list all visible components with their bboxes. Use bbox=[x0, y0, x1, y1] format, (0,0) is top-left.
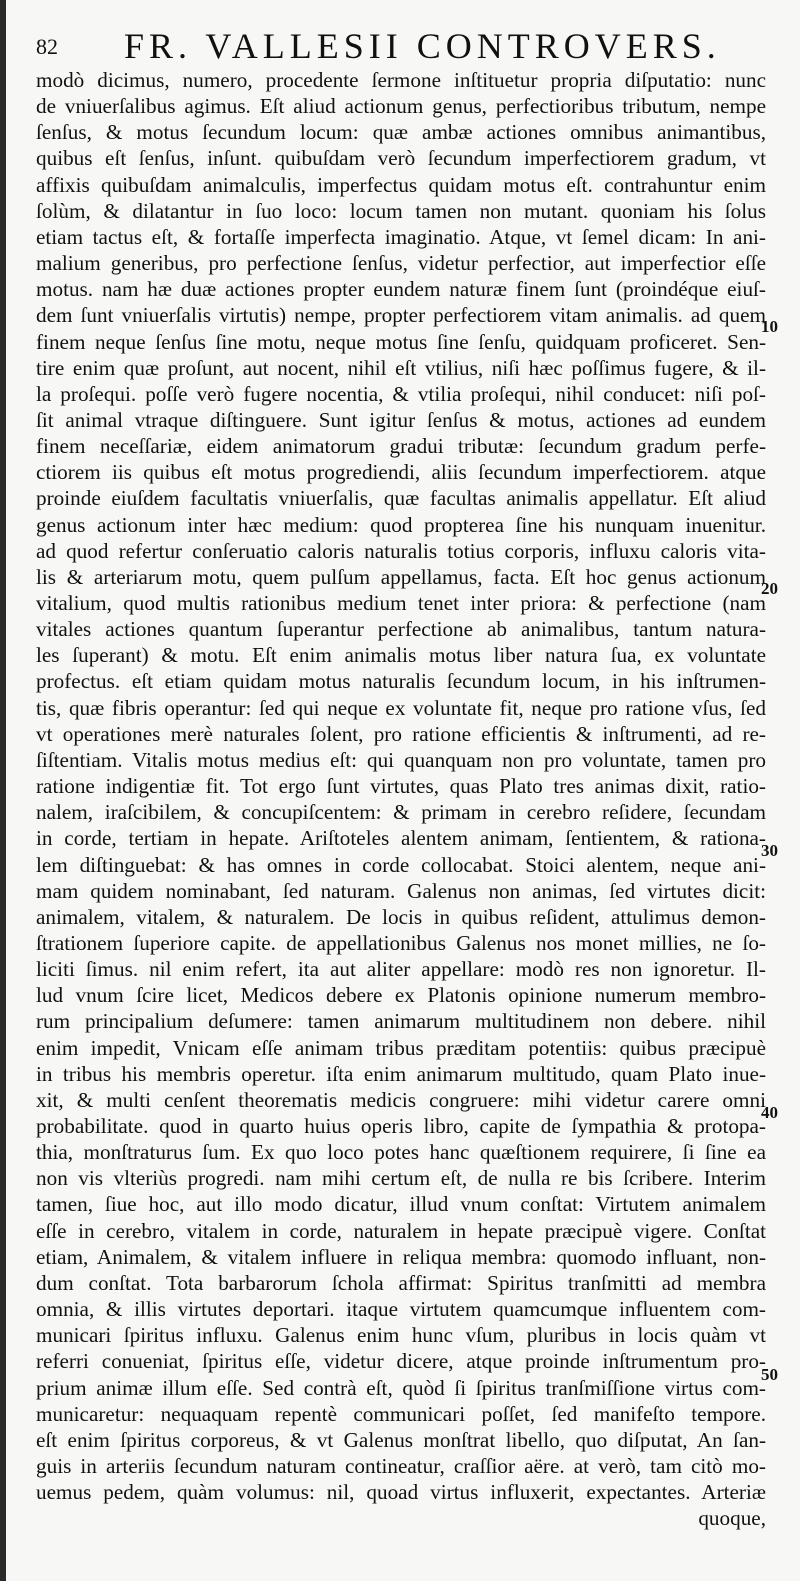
text-line: non vis vlteriùs progredi. nam mihi certum eſt, de nulla re bis ſcribere. Interim bbox=[36, 1166, 766, 1191]
text-line: in corde, tertiam in hepate. Ariſtoteles alentem animam, ſentientem, & rationa- bbox=[36, 826, 766, 851]
text-line: les ſuperant) & motu. Eſt enim animalis motus liber natura ſua, ex voluntate bbox=[36, 643, 766, 668]
text-line: animalem, vitalem, & naturalem. De locis in quibus reſident, attulimus demon- bbox=[36, 904, 766, 929]
text-line: etiam, Animalem, & vitalem influere in reliqua membra: quomodo influant, non- bbox=[36, 1244, 766, 1269]
text-line: probabilitate. quod in quarto huius operis libro, capite de ſympathia & protopa- bbox=[36, 1114, 766, 1138]
text-line: ſenſus, & motus ſecundum locum: quæ ambæ actiones omnibus animantibus, bbox=[36, 120, 766, 145]
text-line: motus. nam hæ duæ actiones propter eundem naturæ finem ſunt (proindéque eiuſ- bbox=[36, 277, 766, 302]
text-line: liciti ſimus. nil enim refert, ita aut aliter appellare: modò res non ignoretur. Il- bbox=[36, 957, 766, 982]
text-line: guis in arteriis ſecundum naturam contineatur, craſſior aëre. at verò, tam citò mo- bbox=[36, 1453, 766, 1478]
text-line: vitalium, quod multis rationibus medium tenet inter priora: & perfectione (nam bbox=[36, 591, 766, 615]
text-line: ratione indigentiæ fit. Tot ergo ſunt virtutes, quas Plato tres animas dixit, ratio- bbox=[36, 774, 766, 799]
text-line: quibus eſt ſenſus, inſunt. quibuſdam verò ſecundum imperfectiorem gradum, vt bbox=[36, 146, 766, 171]
text-line: etiam tactus eſt, & fortaſſe imperfecta imaginatio. Atque, vt ſemel dicam: In ani- bbox=[36, 224, 766, 249]
text-line: enim impedit, Vnicam eſſe animam tribus præditam potentiis: quibus præcipuè bbox=[36, 1035, 766, 1060]
text-line: ſtrationem ſuperiore capite. de appellationibus Galenus nos monet millies, ne ſo- bbox=[36, 930, 766, 955]
text-line: ſit animal vtraque diſtinguere. Sunt igitur ſenſus & motus, actiones ad eundem bbox=[36, 407, 766, 432]
text-line: municari ſpiritus influxu. Galenus enim hunc vſum, pluribus in locis quàm vt bbox=[36, 1323, 766, 1348]
margin-line-number: 50 bbox=[761, 1365, 778, 1384]
text-line: municaretur: nequaquam repentè communicari poſſet, ſed manifeſto tempore. bbox=[36, 1401, 766, 1426]
text-line: proinde eiuſdem facultatis vniuerſalis, quæ facultas animalis appellatur. Eſt aliud bbox=[36, 486, 766, 511]
text-line: la proſequi. poſſe verò fugere nocentia, & vtilia proſequi, nihil conducet: niſi poſ- bbox=[36, 381, 766, 406]
text-line: ad quod refertur conſeruatio caloris naturalis totius corporis, influxu caloris vita- bbox=[36, 538, 766, 563]
text-line: mam quidem nominabant, ſed naturam. Galenus non animas, ſed virtutes dicit: bbox=[36, 878, 766, 903]
text-line: eſt enim ſpiritus corporeus, & vt Galenus monſtrat libello, quo diſputat, An ſan- bbox=[36, 1427, 766, 1452]
text-line: ſolùm, & dilatantur in ſuo loco: locum tamen non mutant. quoniam his ſolus bbox=[36, 198, 766, 223]
text-line: nalem, iraſcibilem, & concupiſcentem: & primam in cerebro reſidere, ſecundam bbox=[36, 800, 766, 825]
text-line: quoque, bbox=[698, 1506, 766, 1531]
text-line: lud vnum ſcire licet, Medicos debere ex Platonis opinione numerum membro- bbox=[36, 983, 766, 1008]
text-line: tis, quæ fibris operantur: ſed qui neque ex voluntate fit, neque pro ratione vſus, ſed bbox=[36, 695, 766, 720]
margin-line-number: 10 bbox=[761, 317, 778, 336]
text-line: uemus pedem, quàm volumus: nil, quoad virtus influxerit, expectantes. Arteriæ bbox=[36, 1480, 766, 1505]
text-line: vitales actiones quantum ſuperantur perfectione ab animalibus, tantum naturа- bbox=[36, 617, 766, 642]
margin-line-number: 30 bbox=[761, 841, 778, 860]
text-line: omnia, & illis virtutes deportari. itaque virtutem quamcumque influentem com- bbox=[36, 1297, 766, 1322]
text-line: finem neceſſariæ, eidem animatorum gradui tributæ: ſecundum gradum perfe- bbox=[36, 434, 766, 459]
text-line: lem diſtinguebat: & has omnes in corde collocabat. Stoici alentem, neque ani- bbox=[36, 852, 766, 877]
text-line: profectus. eſt etiam quidam motus naturalis ſecundum locum, in his inſtrumen- bbox=[36, 669, 766, 694]
text-line: rum principalium deſumere: tamen animarum multitudinem non debere. nihil bbox=[36, 1009, 766, 1034]
text-line: modò dicimus, numero, procedente ſermone inſtituetur propria diſputatio: nunc bbox=[36, 68, 766, 92]
text-line: dum conſtat. Tota barbarorum ſchola affirmat: Spiritus tranſmitti ad membra bbox=[36, 1270, 766, 1295]
text-line: ſiſtentiam. Vitalis motus medius eſt: qui quanquam non pro voluntate, tamen pro bbox=[36, 747, 766, 772]
page-number: 82 bbox=[36, 34, 58, 59]
running-head: FR. VALLESII CONTROVERS. bbox=[124, 26, 721, 66]
text-line: affixis quibuſdam animalculis, imperfectus quidam motus eſt. contrahuntur enim bbox=[36, 172, 766, 197]
text-line: eſſe in cerebro, vitalem in corde, naturalem in hepate præcipuè vigere. Conſtat bbox=[36, 1218, 766, 1243]
text-line: vt operationes merè naturales ſolent, pro ratione efficientis & inſtrumenti, ad re- bbox=[36, 721, 766, 746]
text-line: xit, & multi cenſent theorematis medicis congruere: mihi videtur carere omni bbox=[36, 1087, 766, 1112]
text-line: tire enim quæ proſunt, aut nocent, nihil eſt vtilius, niſi hæc poſſimus fugere, & il- bbox=[36, 355, 766, 380]
text-line: dem ſunt vniuerſalis virtutis) nempe, propter perfectiorem vitam animalis. ad quem bbox=[36, 303, 766, 328]
margin-line-number: 20 bbox=[761, 579, 778, 598]
text-line: referri conueniat, ſpiritus eſſe, videtur dicere, atque proinde inſtrumentum pro- bbox=[36, 1349, 766, 1374]
margin-line-number: 40 bbox=[761, 1103, 778, 1122]
text-line: malium generibus, pro perfectione ſenſus, videtur perfectior, aut imperfectior eſſe bbox=[36, 251, 766, 276]
text-line: finem neque ſenſus ſine motu, neque motus ſine ſenſu, quidquam proficeret. Sen- bbox=[36, 329, 766, 354]
text-line: de vniuerſalibus agimus. Eſt aliud actionum genus, perfectioribus tributum, nempe bbox=[36, 94, 766, 119]
text-line: in tribus his membris operetur. iſta enim animarum multitudo, quam Plato inue- bbox=[36, 1061, 766, 1086]
text-line: lis & arteriarum motu, quem pulſum appellamus, facta. Eſt hoc genus actionum bbox=[36, 564, 766, 589]
text-line: tamen, ſiue hoc, aut illo modo dicatur, illud vnum conſtat: Virtutem animalem bbox=[36, 1192, 766, 1217]
text-line: genus actionum inter hæc medium: quod propterea ſine his nunquam inuenitur. bbox=[36, 512, 766, 537]
text-line: thia, monſtraturus ſum. Ex quo loco potes hanc quæſtionem requirere, ſi ſine ea bbox=[36, 1140, 766, 1165]
text-line: ctiorem iis quibus eſt motus progrediendi, aliis ſecundum imperfectiorem. atque bbox=[36, 460, 766, 485]
text-line: prium animæ illum eſſe. Sed contrà eſt, quòd ſi ſpiritus tranſmiſſione virtus com- bbox=[36, 1375, 766, 1400]
